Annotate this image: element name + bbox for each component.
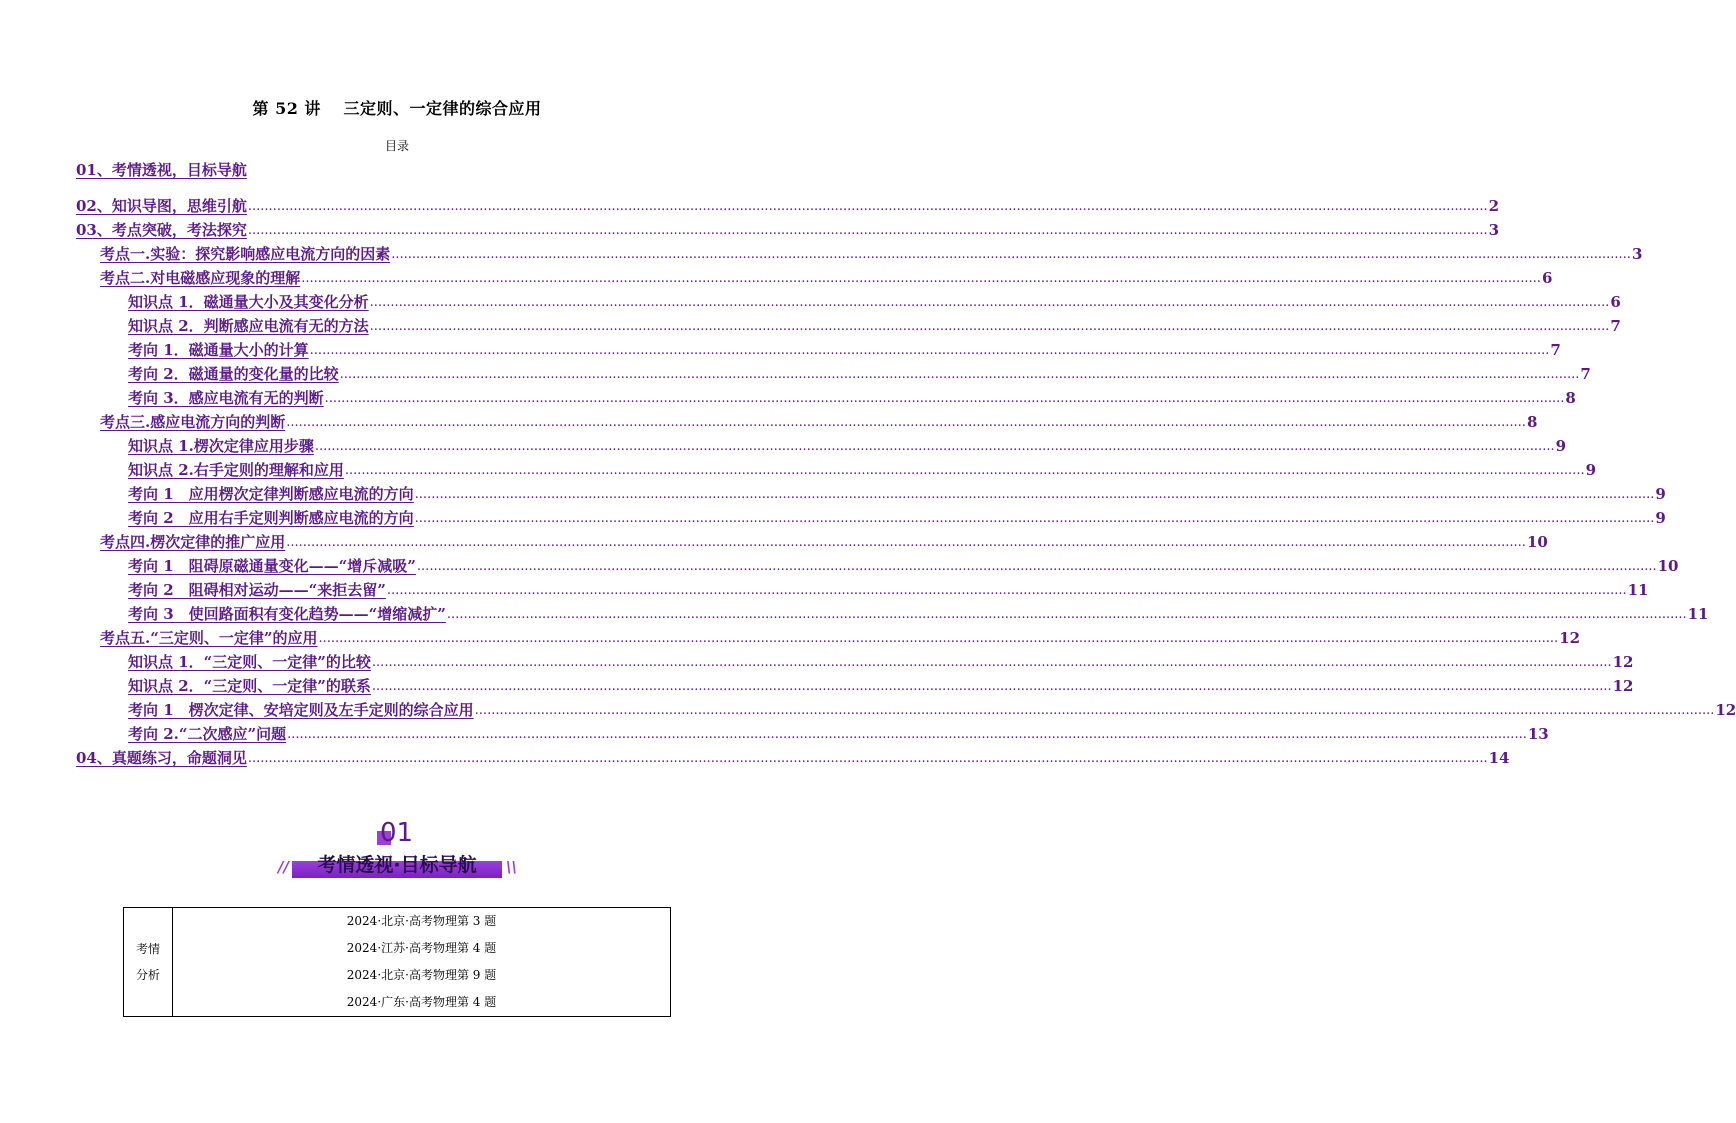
toc-entry[interactable] — [76, 602, 1709, 624]
analysis-header-cell — [124, 908, 173, 1017]
toc-entry-leader: ............................................................................................................................................................................................................................................................................................................ — [314, 439, 1555, 454]
toc-entry[interactable] — [76, 158, 722, 180]
toc-entry-leader: ............................................................................................................................................................................................................................................................................................................ — [414, 511, 1655, 526]
exam-analysis-table — [123, 907, 671, 1017]
toc-entry[interactable] — [76, 650, 1634, 672]
toc-entry-leader: ............................................................................................................................................................................................................................................................................................................ — [324, 391, 1565, 406]
toc-entry-leader: ............................................................................................................................................................................................................................................................................................................ — [371, 679, 1612, 694]
toc-entry-label[interactable]: 知识点 1．“三定则、一定律”的比较 — [128, 653, 371, 671]
toc-entry-label[interactable]: 03、考点突破，考法探究 — [76, 221, 247, 239]
toc-entry-label[interactable]: 考向 1 楞次定律、安培定则及左手定则的综合应用 — [128, 701, 474, 719]
toc-entry[interactable] — [76, 386, 1576, 408]
toc-entry-leader: ............................................................................................................................................................................................................................................................................................................ — [416, 559, 1657, 574]
toc-entry-label[interactable]: 考向 2.“二次感应”问题 — [128, 725, 287, 743]
toc-entry-page[interactable]: 3 — [1488, 221, 1500, 239]
toc-entry[interactable] — [76, 194, 1500, 216]
toc-entry[interactable] — [76, 362, 1591, 384]
toc-entry-label[interactable]: 考点三.感应电流方向的判断 — [100, 413, 286, 431]
banner-title: 考情透视·目标导航 — [317, 854, 477, 876]
toc-entry-page[interactable]: 9 — [1655, 509, 1666, 527]
toc-entry-label[interactable]: 04、真题练习，命题洞见 — [76, 749, 247, 767]
toc-entry[interactable] — [76, 458, 1597, 480]
toc-entry-page[interactable]: 9 — [1585, 461, 1597, 479]
toc-entry-page[interactable]: 6 — [1541, 269, 1553, 287]
toc-entry-page[interactable]: 6 — [1610, 293, 1621, 311]
toc-entry-label[interactable]: 02、知识导图，思维引航 — [76, 197, 247, 215]
analysis-item: 2024·广东·高考物理第 4 题 — [346, 995, 497, 1009]
toc-entry[interactable] — [76, 506, 1666, 528]
analysis-item: 2024·北京·高考物理第 9 题 — [346, 968, 497, 982]
toc-entry-page[interactable]: 11 — [1687, 605, 1709, 623]
toc-entry-leader: ............................................................................................................................................................................................................................................................................................................ — [446, 607, 1687, 622]
toc-entry-label[interactable]: 考点四.楞次定律的推广应用 — [100, 533, 286, 551]
toc-entry-page[interactable]: 10 — [1526, 533, 1548, 551]
analysis-header-line1: 考情 — [135, 942, 160, 956]
toc-entry-page[interactable]: 7 — [1610, 317, 1621, 335]
toc-entry-label[interactable]: 知识点 2．判断感应电流有无的方法 — [128, 317, 369, 335]
toc-heading: 目录 — [384, 139, 409, 153]
toc-entry-page[interactable]: 12 — [1559, 629, 1581, 647]
toc-entry-page[interactable]: 10 — [1657, 557, 1679, 575]
toc-entry-leader: ............................................................................................................................................................................................................................................................................................................ — [301, 271, 1541, 286]
toc-entry[interactable] — [76, 242, 1643, 264]
toc-entry-page[interactable]: 3 — [1631, 245, 1643, 263]
toc-entry-leader: ............................................................................................................................................................................................................................................................................................................ — [247, 223, 1488, 238]
toc-entry-label[interactable]: 考向 3 使回路面积有变化趋势——“增缩减扩” — [128, 605, 446, 623]
toc-entry-leader: ............................................................................................................................................................................................................................................................................................................ — [371, 655, 1612, 670]
toc-entry-leader: ............................................................................................................................................................................................................................................................................................................ — [344, 463, 1585, 478]
toc-entry[interactable] — [76, 746, 1510, 768]
toc-entry-page[interactable]: 12 — [1612, 653, 1634, 671]
toc-entry-label[interactable]: 考向 1．磁通量大小的计算 — [128, 341, 309, 359]
toc-entry-page[interactable]: 8 — [1565, 389, 1576, 407]
toc-entry[interactable] — [76, 410, 1538, 432]
toc-entry-label[interactable]: 考向 1 阻碍原磁通量变化——“增斥减吸” — [128, 557, 416, 575]
toc-entry[interactable] — [76, 626, 1581, 648]
toc-entry-page[interactable]: 7 — [1580, 365, 1591, 383]
toc-entry-page[interactable]: 9 — [1655, 485, 1666, 503]
toc-entry-label[interactable]: 考点一.实验：探究影响感应电流方向的因素 — [100, 245, 391, 263]
toc-entry-leader: ............................................................................................................................................................................................................................................................................................................ — [369, 295, 1610, 310]
toc-entry-page[interactable]: 2 — [1488, 197, 1500, 215]
toc-entry[interactable] — [76, 338, 1561, 360]
page-title: 第 52 讲 三定则、一定律的综合应用 — [252, 99, 542, 118]
toc-entry-leader: ............................................................................................................................................................................................................................................................................................................ — [309, 343, 1550, 358]
toc-entry-leader: ............................................................................................................................................................................................................................................................................................................ — [287, 727, 1527, 742]
toc-entry[interactable] — [76, 698, 1736, 720]
toc-entry-page[interactable]: 13 — [1527, 725, 1549, 743]
toc-entry-leader: ............................................................................................................................................................................................................................................................................................................ — [339, 367, 1580, 382]
toc-entry-label[interactable]: 01、考情透视，目标导航 — [76, 161, 247, 179]
toc-entry-leader: ............................................................................................................................................................................................................................................................................................................ — [369, 319, 1610, 334]
analysis-header-line2: 分析 — [135, 968, 160, 982]
toc-entry-label[interactable]: 知识点 1.楞次定律应用步骤 — [128, 437, 314, 455]
toc-entry-leader: ............................................................................................................................................................................................................................................................................................................ — [247, 199, 1488, 214]
toc-entry-leader: ............................................................................................................................................................................................................................................................................................................ — [386, 583, 1627, 598]
toc-entry[interactable] — [76, 218, 1500, 240]
banner-number: 01 — [380, 818, 414, 848]
toc-entry-label[interactable]: 考向 2 应用右手定则判断感应电流的方向 — [128, 509, 414, 527]
toc-entry-leader: ............................................................................................................................................................................................................................................................................................................ — [391, 247, 1631, 262]
toc-entry[interactable] — [76, 434, 1567, 456]
toc-entry-leader: ............................................................................................................................................................................................................................................................................................................ — [247, 751, 1488, 766]
toc-entry[interactable] — [76, 554, 1679, 576]
toc-entry-page[interactable]: 8 — [1526, 413, 1538, 431]
toc-entry-label[interactable]: 考向 3．感应电流有无的判断 — [128, 389, 324, 407]
toc-entry-page[interactable]: 12 — [1715, 701, 1736, 719]
toc-entry[interactable] — [76, 314, 1621, 336]
toc-entry-label[interactable]: 考向 2 阻碍相对运动——“来拒去留” — [128, 581, 386, 599]
toc-entry[interactable] — [76, 674, 1634, 696]
toc-entry-leader: ............................................................................................................................................................................................................................................................................................................ — [474, 703, 1715, 718]
toc-entry-label[interactable]: 知识点 2.右手定则的理解和应用 — [128, 461, 344, 479]
analysis-item: 2024·北京·高考物理第 3 题 — [346, 914, 497, 928]
analysis-items-cell — [173, 908, 671, 1017]
toc-entry-page[interactable]: 9 — [1555, 437, 1567, 455]
toc-entry-label[interactable]: 考点五.“三定则、一定律”的应用 — [100, 629, 318, 647]
toc-entry-page[interactable]: 7 — [1550, 341, 1561, 359]
banner-right-deco: \\ — [506, 858, 517, 876]
toc-entry-leader: ............................................................................................................................................................................................................................................................................................................ — [414, 487, 1655, 502]
toc-entry[interactable] — [76, 578, 1649, 600]
toc-entry-label[interactable]: 考点二.对电磁感应现象的理解 — [100, 269, 301, 287]
toc-entry[interactable] — [76, 530, 1548, 552]
toc-entry-label[interactable]: 知识点 2．“三定则、一定律”的联系 — [128, 677, 371, 695]
toc-entry-label[interactable]: 知识点 1．磁通量大小及其变化分析 — [128, 293, 369, 311]
toc-entry-label[interactable]: 考向 1 应用楞次定律判断感应电流的方向 — [128, 485, 414, 503]
toc-entry-page[interactable]: 12 — [1612, 677, 1634, 695]
toc-entry-leader: ............................................................................................................................................................................................................................................................................................................ — [286, 535, 1526, 550]
toc-entry-label[interactable]: 考向 2．磁通量的变化量的比较 — [128, 365, 339, 383]
toc-entry-page[interactable]: 11 — [1627, 581, 1649, 599]
toc-entry-page[interactable]: 14 — [1488, 749, 1510, 767]
toc-entry[interactable] — [76, 722, 1549, 744]
toc-entry[interactable] — [76, 290, 1621, 312]
banner-left-deco: // — [278, 858, 289, 876]
analysis-item: 2024·江苏·高考物理第 4 题 — [346, 941, 497, 955]
toc-entry-leader: ............................................................................................................................................................................................................................................................................................................ — [318, 631, 1559, 646]
toc-entry[interactable] — [76, 482, 1666, 504]
toc-entry-leader: ............................................................................................................................................................................................................................................................................................................ — [286, 415, 1526, 430]
toc-entry[interactable] — [76, 266, 1553, 288]
